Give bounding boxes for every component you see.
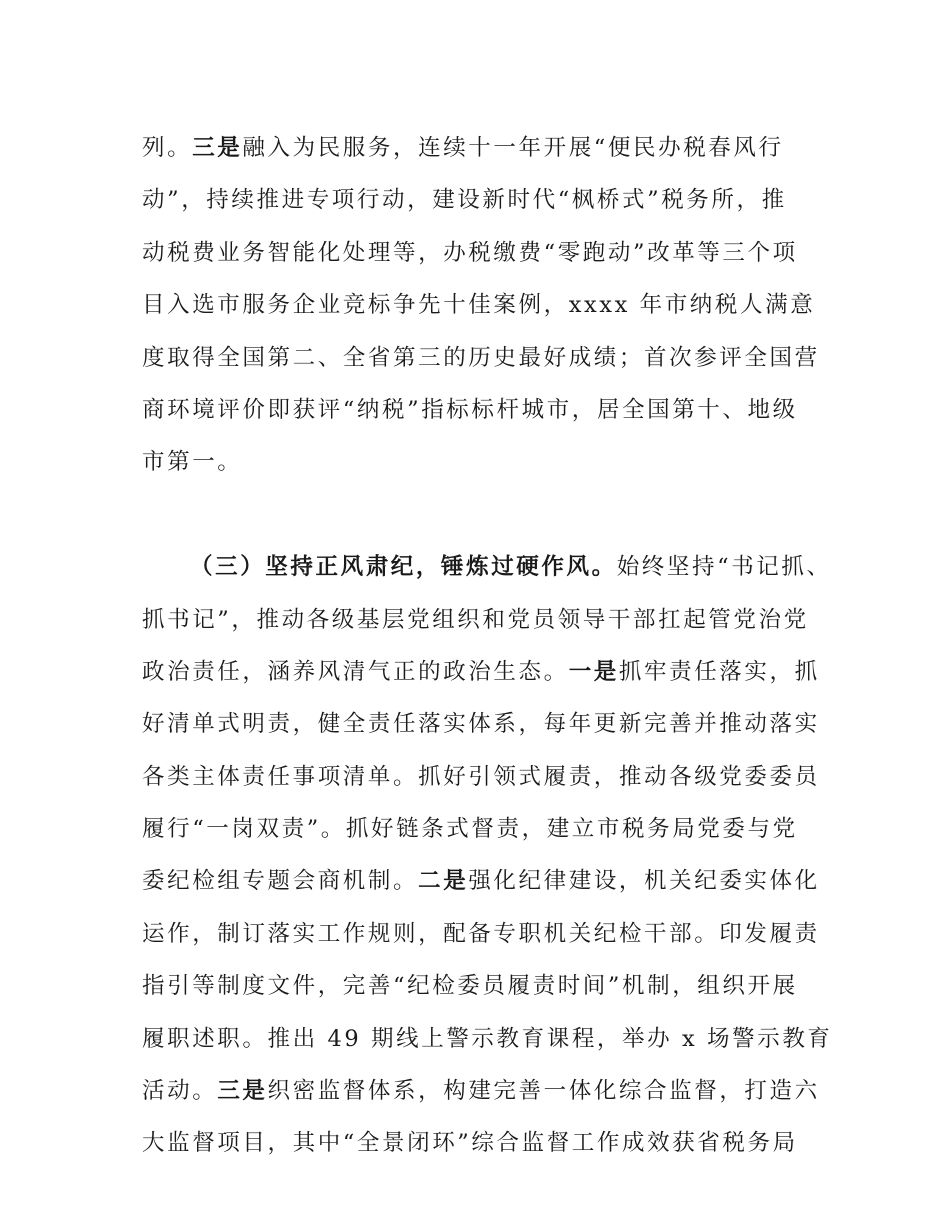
text-line: 运作，制订落实工作规则，配备专职机关纪检干部。印发履责: [142, 920, 820, 947]
text-line: [142, 122, 812, 174]
text-line: 各类主体责任事项清单。抓好引领式履责，推动各级党委委员: [142, 763, 820, 790]
text-line: [142, 855, 820, 907]
text-run: 融入为民服务，连续十一年开展“便民办税春风行: [242, 135, 784, 161]
text-line: 履行“一岗双责”。抓好链条式督责，建立市税务局党委与党: [142, 816, 798, 843]
text-line: 指引等制度文件，完善“纪检委员履责时间”机制，组织开展: [142, 973, 798, 1000]
text-line: [142, 1065, 820, 1117]
text-line: 商环境评价即获评“纳税”指标标杆城市，居全国第十、地级: [142, 396, 798, 423]
text-run: 列。: [142, 135, 193, 161]
text-run: 强化纪律建设，机关纪委实体化: [468, 868, 820, 895]
paragraph-discipline: [142, 541, 833, 1170]
text-line: [142, 646, 820, 698]
text-run: 委纪检组专题会商机制。: [142, 868, 419, 895]
text-line: 度取得全国第二、全省第三的历史最好成绩；首次参评全国营: [142, 344, 820, 371]
text-line: 抓书记”，推动各级基层党组织和党员领导干部扛起管党治党: [142, 606, 809, 633]
text-run: 始终坚持“书记抓、: [616, 554, 832, 581]
text-line: 目入选市服务企业竞标争先十佳案例，xxxx 年市纳税人满意: [142, 292, 816, 319]
text-line: 大监督项目，其中“全景闭环”综合监督工作成效获省税务局: [142, 1130, 798, 1157]
text-run: 织密监督体系，构建完善一体化综合监督，打造六: [267, 1078, 820, 1105]
section-heading: （三）坚持正风肃纪，锤炼过硬作风。: [190, 554, 617, 581]
bold-marker: 三是: [192, 135, 243, 161]
text-line: 履职述职。推出 49 期线上警示教育课程，举办 x 场警示教育: [142, 1025, 833, 1052]
text-line: [142, 541, 832, 593]
text-line: 动税费业务智能化处理等，办税缴费“零跑动”改革等三个项: [142, 239, 798, 266]
paragraph-spacer: [142, 489, 812, 541]
text-run: 抓牢责任落实，抓: [618, 658, 820, 685]
text-line: 市第一。: [142, 449, 243, 476]
bold-marker: 三是: [217, 1078, 268, 1105]
text-run: 活动。: [142, 1078, 218, 1105]
text-run: 政治责任，涵养风清气正的政治生态。: [142, 658, 569, 685]
document-page: [142, 122, 833, 1170]
bold-marker: 二是: [418, 868, 469, 895]
bold-marker: 一是: [568, 658, 619, 685]
text-line: 好清单式明责，健全责任落实体系，每年更新完善并推动落实: [142, 711, 820, 738]
text-line: 动”，持续推进专项行动，建设新时代“枫桥式”税务所，推: [142, 187, 787, 214]
paragraph-service: [142, 122, 820, 489]
